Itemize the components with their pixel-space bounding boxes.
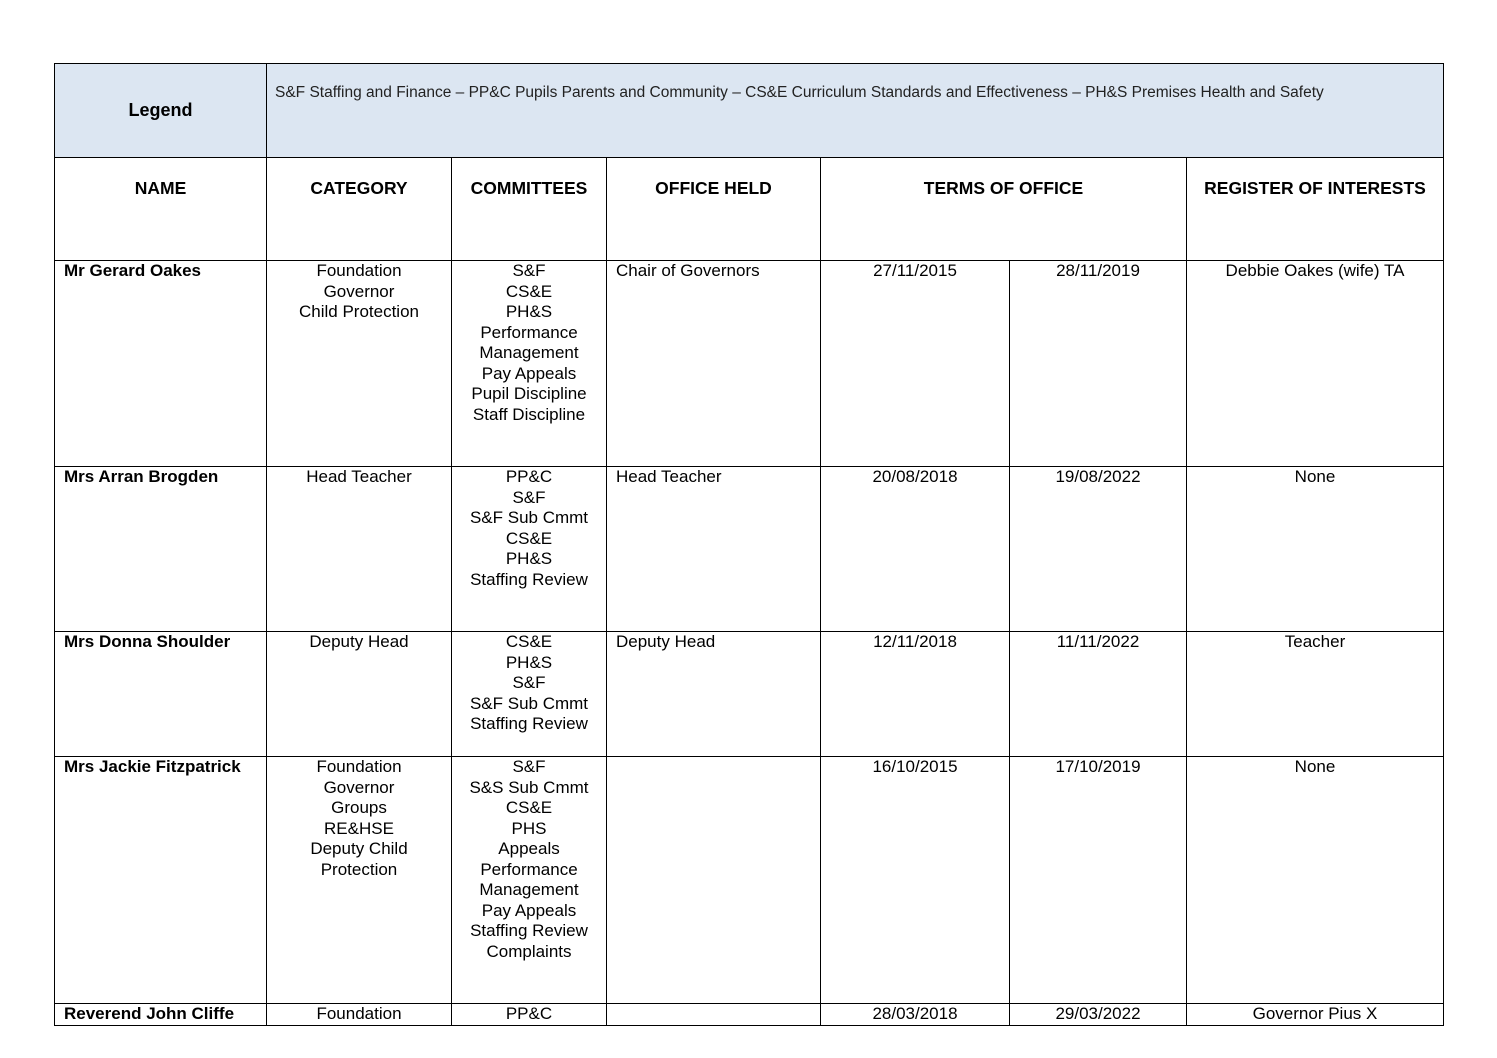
governor-name: Reverend John Cliffe: [55, 1004, 267, 1026]
governor-name: Mrs Jackie Fitzpatrick: [55, 757, 267, 1004]
term-start-cell: 27/11/2015: [821, 261, 1010, 467]
header-committees: COMMITTEES: [452, 158, 607, 261]
category-line: Foundation: [316, 757, 402, 776]
committee-line: CS&E: [505, 632, 553, 651]
office-held-cell: [607, 757, 821, 1004]
legend-label: Legend: [55, 64, 267, 158]
category-line: Deputy Child: [310, 839, 408, 858]
category-line: Protection: [320, 859, 398, 879]
term-start-cell: 20/08/2018: [821, 467, 1010, 632]
committee-line: S&F Sub Cmmt: [469, 508, 589, 527]
committee-line: CS&E: [505, 528, 553, 548]
committee-line: Staffing Review: [470, 714, 588, 733]
header-category: CATEGORY: [267, 158, 452, 261]
term-end-cell: 17/10/2019: [1010, 757, 1187, 1004]
term-end-cell: 11/11/2022: [1010, 632, 1187, 757]
committee-line: PH&S: [505, 652, 553, 672]
table-row: [55, 467, 1444, 632]
committee-line: Pupil Discipline: [471, 384, 587, 403]
governor-name: Mr Gerard Oakes: [55, 261, 267, 467]
category-line: Foundation: [316, 261, 402, 280]
term-start-cell: 12/11/2018: [821, 632, 1010, 757]
committee-line: CS&E: [505, 798, 553, 817]
term-end-cell: 28/11/2019: [1010, 261, 1187, 467]
category-cell: [267, 261, 452, 467]
committee-line: CS&E: [505, 281, 553, 301]
category-line: Governor: [323, 777, 395, 797]
committee-line: Staffing Review: [470, 569, 588, 589]
committee-line: Staffing Review: [470, 921, 588, 940]
committee-line: Staff Discipline: [472, 404, 586, 424]
category-line: Head Teacher: [306, 467, 412, 486]
header-register-of-interests: REGISTER OF INTERESTS: [1187, 158, 1444, 261]
office-held-cell: Head Teacher: [607, 467, 821, 632]
term-start-cell: 28/03/2018: [821, 1004, 1010, 1026]
committee-line: PHS: [511, 818, 547, 838]
legend-text: S&F Staffing and Finance – PP&C Pupils Parents and Community – CS&E Curriculum Standards and Effectiveness – PH&S Premises Health and Safety: [267, 64, 1444, 158]
committee-line: S&F: [512, 757, 546, 776]
category-line: Deputy Head: [309, 632, 409, 651]
committee-line: Performance: [480, 322, 578, 342]
committee-line: S&F: [512, 261, 546, 280]
term-end-cell: 19/08/2022: [1010, 467, 1187, 632]
committee-line: PP&C: [505, 1004, 553, 1023]
legend-row: [55, 64, 1444, 158]
committee-line: Complaints: [486, 941, 572, 961]
office-held-cell: Chair of Governors: [607, 261, 821, 467]
committees-cell: [452, 261, 607, 467]
header-terms-of-office: TERMS OF OFFICE: [821, 158, 1187, 261]
category-cell: [267, 467, 452, 632]
committee-line: Pay Appeals: [481, 363, 577, 383]
office-held-cell: Deputy Head: [607, 632, 821, 757]
governor-name: Mrs Arran Brogden: [55, 467, 267, 632]
committee-line: Pay Appeals: [481, 900, 577, 920]
committee-line: Performance: [480, 859, 578, 879]
committees-cell: [452, 632, 607, 757]
committee-line: Management: [479, 880, 579, 899]
governors-table: [54, 63, 1444, 1026]
committee-line: PH&S: [505, 302, 553, 321]
table-row: [55, 261, 1444, 467]
committees-cell: [452, 1004, 607, 1026]
category-cell: [267, 757, 452, 1004]
category-line: Foundation: [316, 1004, 402, 1023]
category-cell: [267, 1004, 452, 1026]
committees-cell: [452, 467, 607, 632]
interests-cell: Debbie Oakes (wife) TA: [1187, 261, 1444, 467]
committee-line: Management: [479, 343, 579, 362]
header-row: [55, 158, 1444, 261]
term-end-cell: 29/03/2022: [1010, 1004, 1187, 1026]
committee-line: S&F: [512, 487, 546, 507]
committee-line: PP&C: [505, 467, 553, 486]
interests-cell: None: [1187, 467, 1444, 632]
interests-cell: None: [1187, 757, 1444, 1004]
committee-line: PH&S: [505, 549, 553, 568]
category-line: Groups: [331, 798, 387, 817]
committee-line: S&F Sub Cmmt: [469, 693, 589, 713]
committees-cell: [452, 757, 607, 1004]
committee-line: Appeals: [498, 839, 560, 858]
category-cell: [267, 632, 452, 757]
committee-line: S&S Sub Cmmt: [469, 777, 589, 797]
interests-cell: Governor Pius X: [1187, 1004, 1444, 1026]
table-row: [55, 757, 1444, 1004]
header-office-held: OFFICE HELD: [607, 158, 821, 261]
committee-line: S&F: [512, 673, 546, 692]
category-line: RE&HSE: [324, 818, 394, 838]
table-row: [55, 1004, 1444, 1026]
table-row: [55, 632, 1444, 757]
header-name: NAME: [55, 158, 267, 261]
interests-cell: Teacher: [1187, 632, 1444, 757]
governor-name: Mrs Donna Shoulder: [55, 632, 267, 757]
office-held-cell: [607, 1004, 821, 1026]
term-start-cell: 16/10/2015: [821, 757, 1010, 1004]
category-line: Governor: [323, 281, 395, 301]
category-line: Child Protection: [298, 302, 419, 321]
